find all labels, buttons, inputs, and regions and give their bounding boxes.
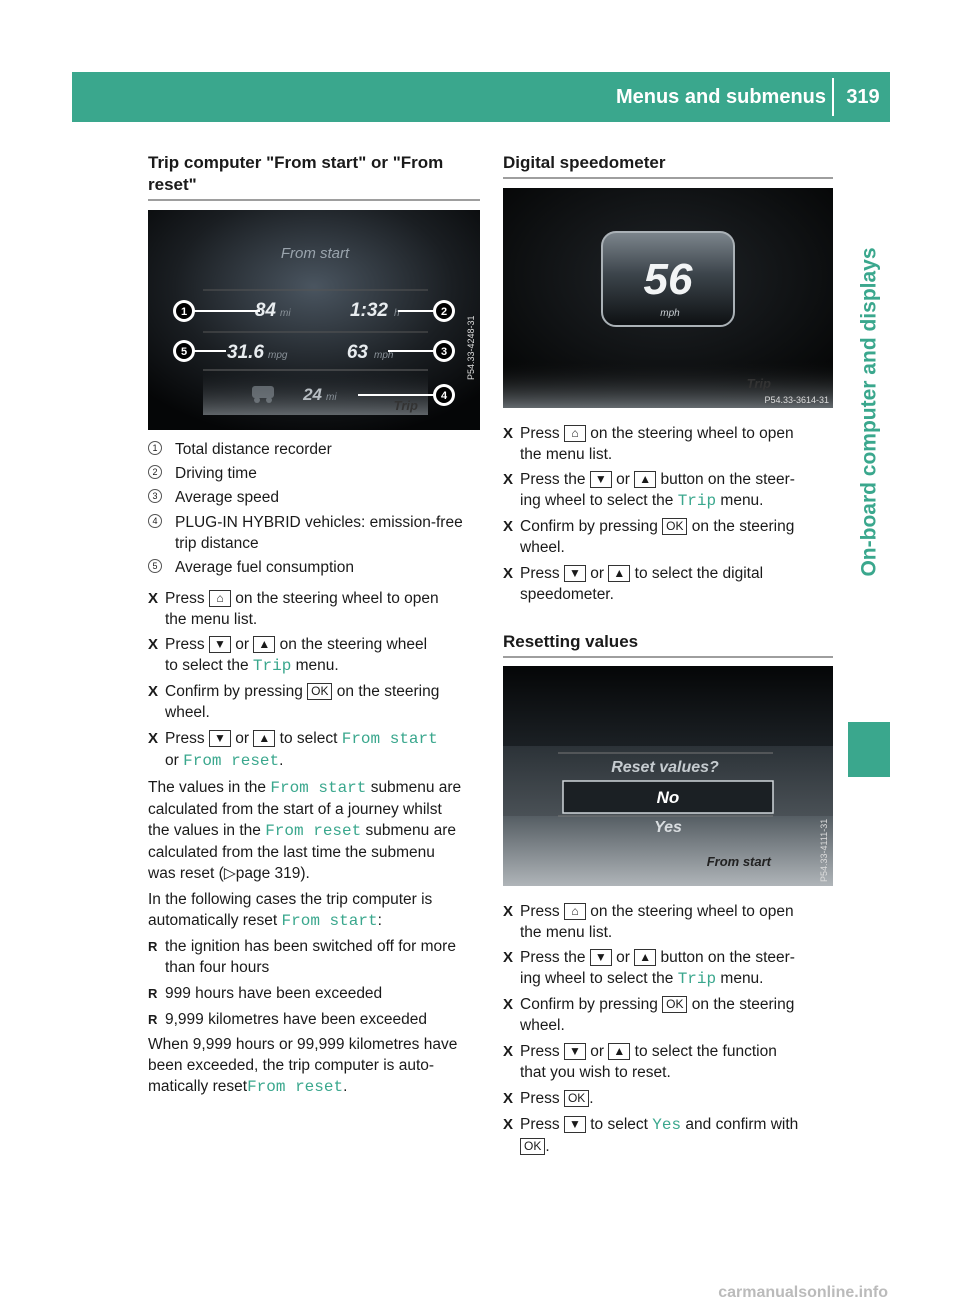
consumption-unit: mpg xyxy=(268,350,288,361)
screen-heading: From start xyxy=(280,245,350,262)
down-button-icon: ▼ xyxy=(590,471,612,488)
section-rule xyxy=(503,656,833,658)
trip-label: Trip xyxy=(746,376,771,391)
legend-text: trip distance xyxy=(175,535,259,552)
time-unit: h xyxy=(394,308,400,319)
resetting-values-title: Resetting values xyxy=(503,632,639,651)
menu-name: Trip xyxy=(252,657,292,675)
reset-footer-label: From start xyxy=(706,854,771,869)
home-button-icon: ⌂ xyxy=(564,425,586,442)
up-button-icon: ▲ xyxy=(608,1043,630,1060)
legend-number: 4 xyxy=(148,514,162,528)
trip-computer-screen xyxy=(148,210,480,430)
side-tab-marker xyxy=(848,722,890,777)
callout-1-number: 1 xyxy=(180,306,188,318)
down-button-icon: ▼ xyxy=(209,636,231,653)
speed-unit: mph xyxy=(660,308,680,319)
down-button-icon: ▼ xyxy=(564,565,586,582)
menu-name: From reset xyxy=(183,752,280,770)
ok-button-icon: OK xyxy=(564,1090,589,1107)
ok-button-icon: OK xyxy=(662,518,687,535)
callout-5-number: 5 xyxy=(180,346,188,358)
reset-option-yes: Yes xyxy=(654,819,682,836)
callout-4-marker xyxy=(433,384,455,406)
callout-2-marker xyxy=(433,300,455,322)
page-ref-arrow-icon: ▷ xyxy=(223,865,236,882)
up-button-icon: ▲ xyxy=(634,949,656,966)
ok-button-icon: OK xyxy=(307,683,332,700)
section-rule xyxy=(148,199,480,201)
legend-number: 1 xyxy=(148,441,162,455)
callout-5-marker xyxy=(173,340,195,362)
legend-number: 2 xyxy=(148,465,162,479)
legend-item xyxy=(148,439,480,461)
distance-unit: mi xyxy=(280,308,291,319)
legend-text: Average speed xyxy=(175,489,279,506)
paragraph: The values in the From start submenu are calculated from the start of a journey whilst the values in the From reset submenu are calculated from the last time the submenu was reset (▷page 319). xyxy=(148,779,462,882)
digital-speedometer-title: Digital speedometer xyxy=(503,153,666,172)
side-tab-label: On-board computer and displays xyxy=(857,247,881,577)
speedometer-display xyxy=(503,188,833,408)
legend-item xyxy=(148,512,480,556)
consumption-value: 31.6 xyxy=(227,342,264,363)
legend-text: Total distance recorder xyxy=(175,441,332,458)
legend-text: Driving time xyxy=(175,465,257,482)
figure-code: P54.33-4111-31 xyxy=(819,818,829,882)
section-rule xyxy=(503,177,833,179)
reset-question: Reset values? xyxy=(611,759,719,776)
legend-item xyxy=(148,557,480,579)
trip-computer-display xyxy=(148,210,480,430)
down-button-icon: ▼ xyxy=(564,1043,586,1060)
up-button-icon: ▲ xyxy=(253,636,275,653)
paragraph: When 9,999 hours or 99,999 kilometres have been exceeded, the trip computer is auto- matically resetFrom reset. xyxy=(148,1036,458,1096)
legend-number: 3 xyxy=(148,489,162,503)
paragraph: In the following cases the trip computer is automatically reset From start: xyxy=(148,891,433,930)
reset-option-no: No xyxy=(656,788,680,807)
figure-code: P54.33-3614-31 xyxy=(764,395,829,405)
legend-number: 5 xyxy=(148,559,162,573)
legend-text: Average fuel consumption xyxy=(175,559,354,576)
watermark: carmanualsonline.info xyxy=(718,1284,888,1301)
bullet-marker: R xyxy=(148,939,158,954)
down-button-icon: ▼ xyxy=(564,1116,586,1133)
figure-code: P54.33-4248-31 xyxy=(466,315,476,380)
trip-computer-title xyxy=(148,152,480,196)
legend-item xyxy=(148,463,480,485)
menu-name: From start xyxy=(341,730,438,748)
page-number: 319 xyxy=(846,86,880,108)
legend-text: PLUG-IN HYBRID vehicles: emission-free xyxy=(175,514,463,531)
distance-value: 84 xyxy=(254,300,276,321)
callout-4-number: 4 xyxy=(440,390,448,402)
up-button-icon: ▲ xyxy=(608,565,630,582)
callout-3-marker xyxy=(433,340,455,362)
header-divider xyxy=(832,78,834,116)
ok-button-icon: OK xyxy=(520,1138,545,1155)
home-button-icon: ⌂ xyxy=(209,590,231,607)
title-line: Trip computer "From start" or "From xyxy=(148,153,444,172)
callout-2-number: 2 xyxy=(440,306,448,318)
up-button-icon: ▲ xyxy=(253,730,275,747)
ok-button-icon: OK xyxy=(662,996,687,1013)
home-button-icon: ⌂ xyxy=(564,903,586,920)
ev-distance-unit: mi xyxy=(326,392,337,403)
title-line: reset" xyxy=(148,175,197,194)
step-marker: X xyxy=(148,590,159,607)
speed-readout: 56 xyxy=(643,255,693,304)
speed-value: 63 xyxy=(346,342,368,363)
up-button-icon: ▲ xyxy=(634,471,656,488)
reset-screen xyxy=(503,666,833,886)
ev-distance-value: 24 xyxy=(303,385,322,404)
reset-display xyxy=(503,666,833,886)
trip-label: Trip xyxy=(393,398,418,413)
callout-1-marker xyxy=(173,300,195,322)
down-button-icon: ▼ xyxy=(590,949,612,966)
section-title: Menus and submenus xyxy=(615,86,826,108)
callout-3-number: 3 xyxy=(440,346,448,358)
time-value: 1:32 xyxy=(349,300,388,321)
down-button-icon: ▼ xyxy=(209,730,231,747)
speed-unit: mph xyxy=(374,350,394,361)
speedometer-screen xyxy=(503,188,833,408)
legend-item xyxy=(148,487,480,509)
